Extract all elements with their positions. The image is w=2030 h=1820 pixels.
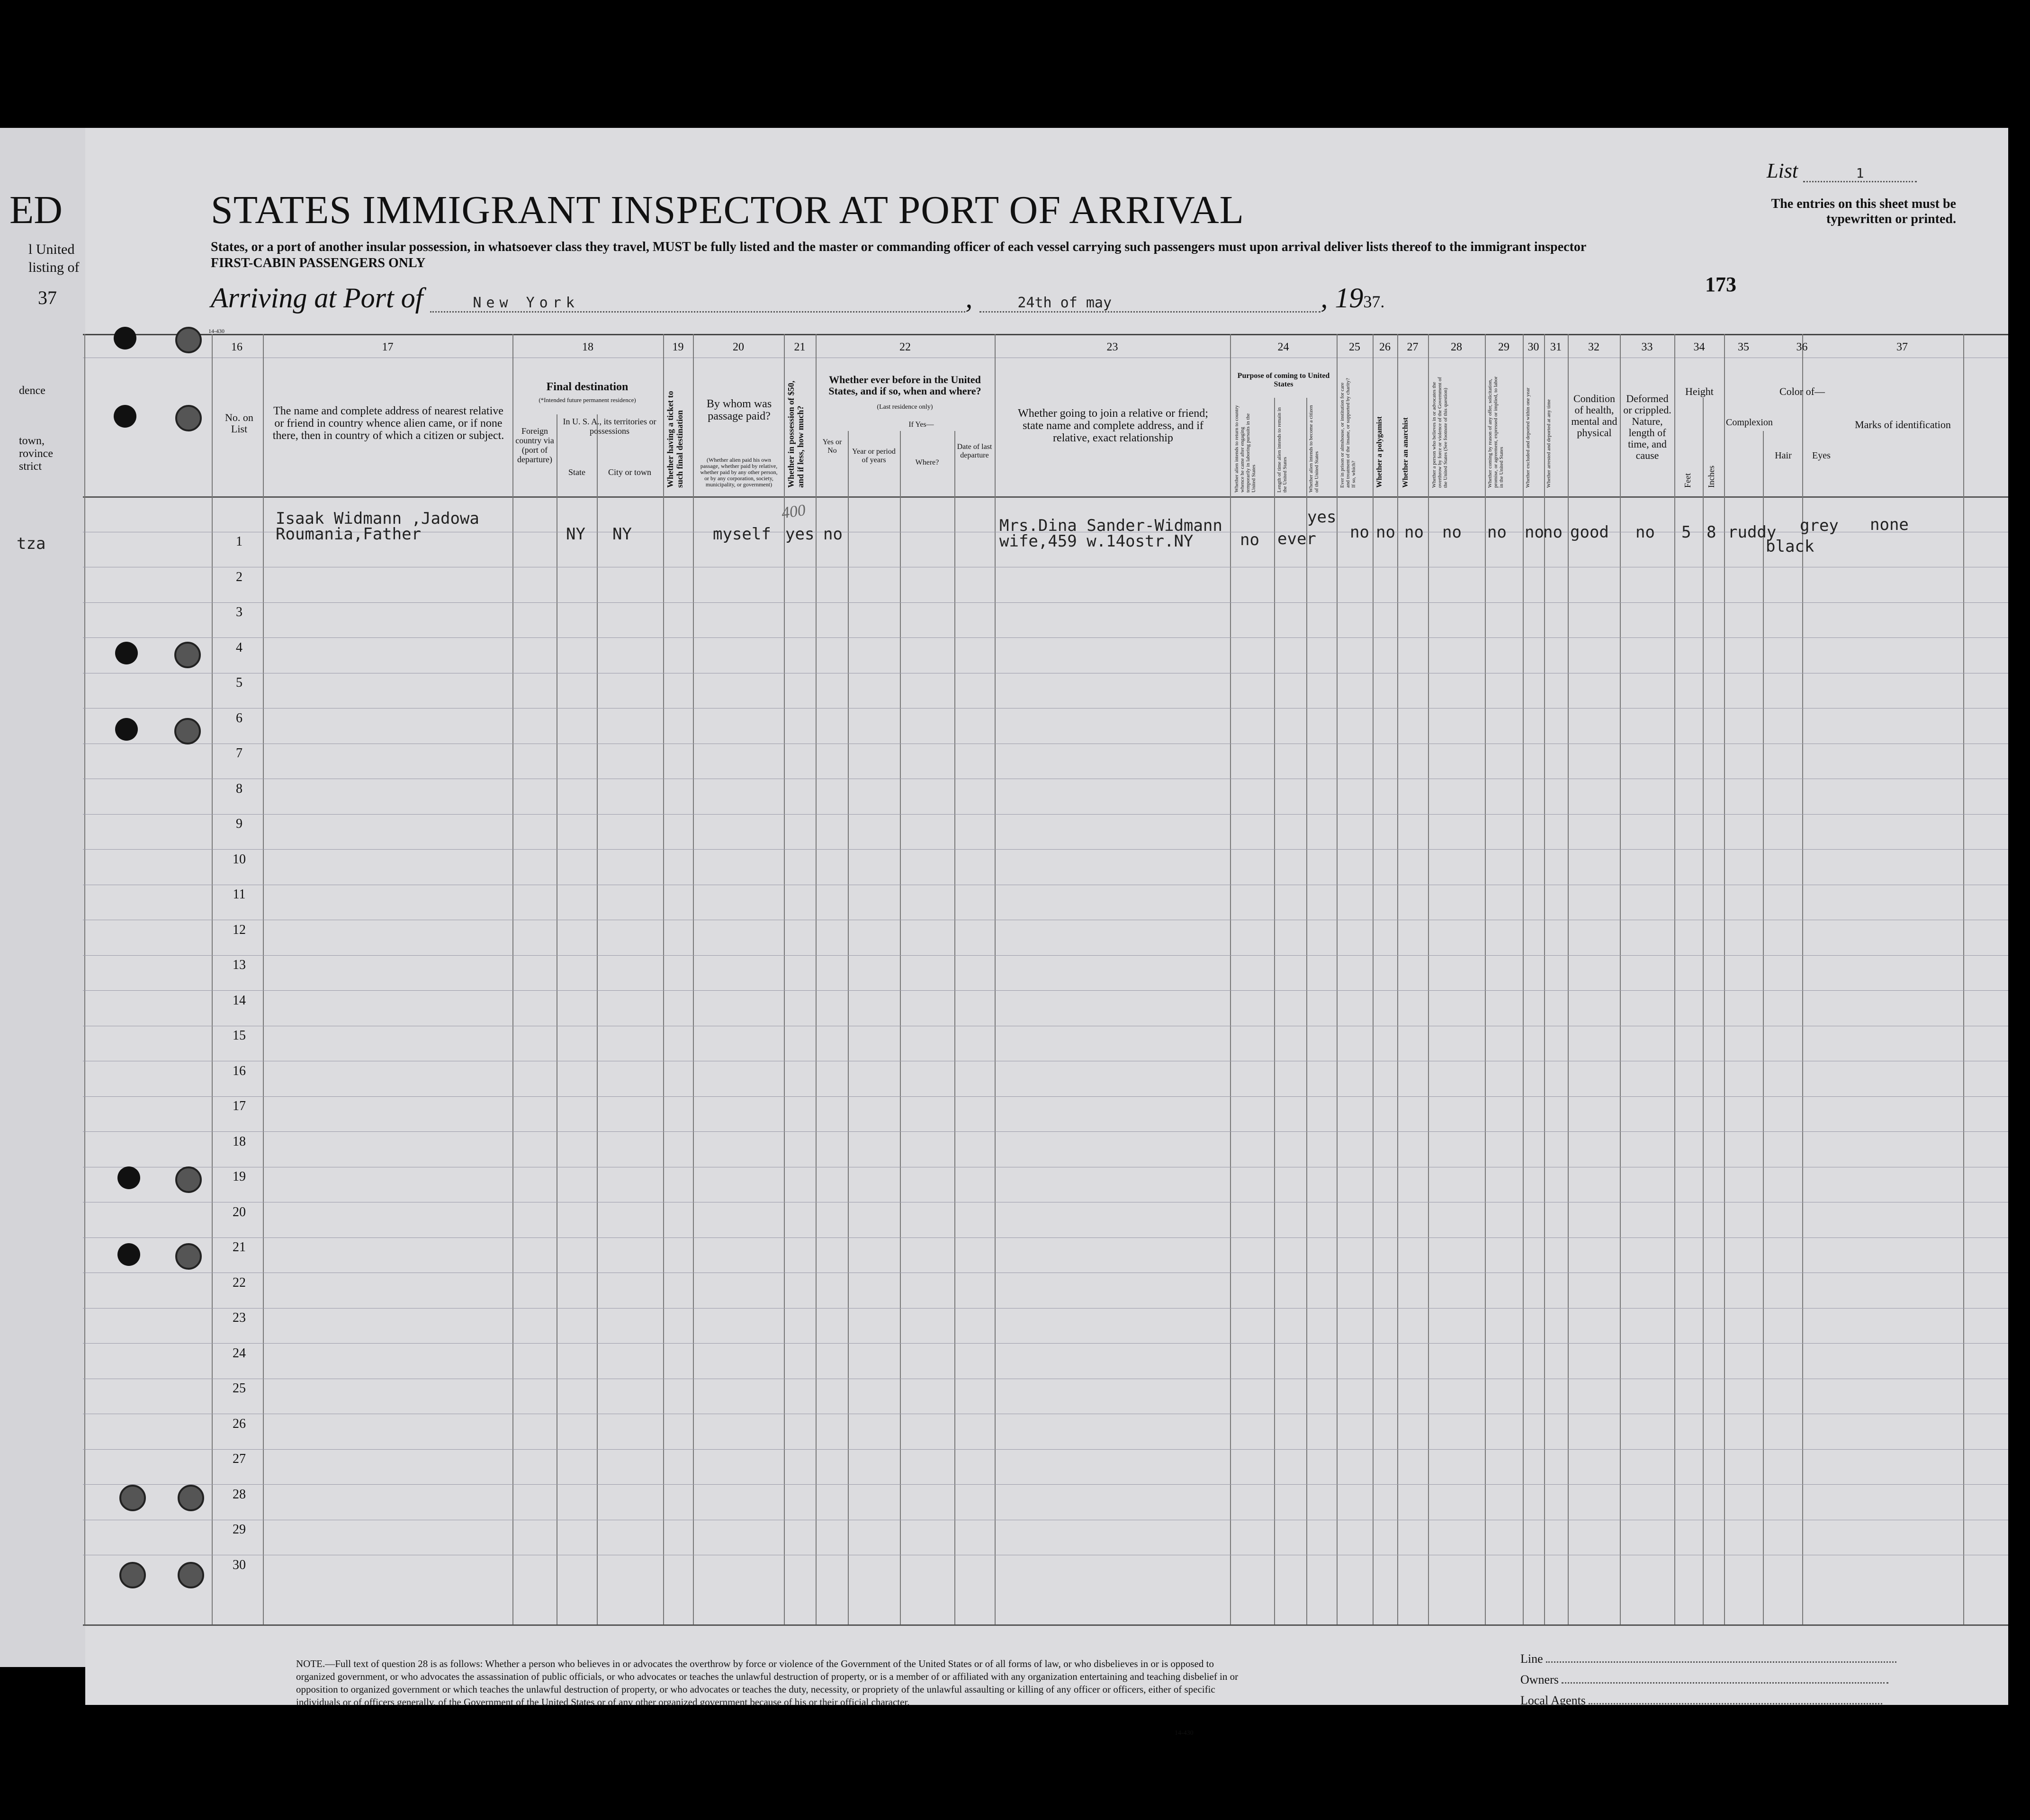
arriving-label: Arriving at Port of xyxy=(211,282,423,314)
header-passage-sub: (Whether alien paid his own passage, whether paid by relative, whether paid by any other person, or by any corporation, society, municipality, or government) xyxy=(700,457,778,488)
entry-polygamist: no xyxy=(1376,523,1395,542)
line-blank xyxy=(1546,1661,1896,1663)
row-rule xyxy=(83,849,2008,850)
header-passage: By whom was passage paid? xyxy=(706,398,772,422)
left-edge-town: town, xyxy=(19,435,45,447)
colnum-23: 23 xyxy=(1106,341,1118,353)
header-yes-no: Yes or No xyxy=(822,438,842,455)
line-label xyxy=(1520,1652,1896,1666)
colnum-29: 29 xyxy=(1498,341,1509,353)
owners-label xyxy=(1520,1673,1888,1687)
row-number: 24 xyxy=(233,1345,246,1361)
row-number: 16 xyxy=(233,1063,246,1078)
entry-hair: black xyxy=(1766,537,1814,556)
header-anarchist: Whether an anarchist xyxy=(1401,417,1410,488)
colnum-22: 22 xyxy=(899,341,911,353)
colnum-37: 37 xyxy=(1896,341,1908,353)
row-rule xyxy=(83,602,2008,603)
colnum-34: 34 xyxy=(1693,341,1705,353)
colnum-25: 25 xyxy=(1349,341,1360,353)
left-edge-num: 37 xyxy=(38,287,57,308)
entry-joining-line2: wife,459 w.14ostr.NY xyxy=(999,532,1194,551)
col-rule xyxy=(1230,334,1231,1624)
binder-hole xyxy=(115,718,138,741)
colnum-33: 33 xyxy=(1641,341,1653,353)
col-rule xyxy=(1703,398,1704,1624)
row-number: 3 xyxy=(236,605,243,619)
form-code-top: 14-430 xyxy=(208,328,225,334)
row-rule xyxy=(83,1096,2008,1097)
header-state: State xyxy=(568,467,585,477)
table-top-rule xyxy=(83,334,2008,335)
header-before-sub: (Last residence only) xyxy=(877,403,933,411)
left-edge-ed: ED xyxy=(9,188,63,232)
colnum-28: 28 xyxy=(1451,341,1462,353)
agents-label xyxy=(1520,1694,1882,1708)
header-eyes: Eyes xyxy=(1812,450,1831,461)
list-number: 1 xyxy=(1803,165,1917,182)
entry-joining-line1: Mrs.Dina Sander-Widmann xyxy=(999,516,1222,535)
header-prison: Ever in prison or almshouse, or institution for care and treatment of the insane, or supported by charity? If so, which? xyxy=(1339,378,1356,488)
row-number: 18 xyxy=(233,1134,246,1149)
row-rule xyxy=(83,814,2008,815)
col-rule xyxy=(1428,334,1429,1624)
col-rule xyxy=(1306,398,1307,1624)
row-number: 7 xyxy=(236,746,243,761)
entry-purpose-length: ever xyxy=(1277,529,1316,548)
agents-label-text: Local Agents xyxy=(1520,1694,1586,1707)
row-rule xyxy=(83,990,2008,991)
entry-anarchist: no xyxy=(1404,523,1424,542)
entry-money-note: 400 xyxy=(780,501,807,522)
col-rule xyxy=(1373,334,1374,1624)
col-rule xyxy=(1620,334,1621,1624)
left-edge-line1: l United xyxy=(28,242,75,257)
entry-prison: no xyxy=(1350,523,1369,542)
header-purpose: Purpose of coming to United States xyxy=(1237,372,1330,388)
col-rule xyxy=(84,334,85,1624)
binder-hole xyxy=(119,1562,146,1588)
header-bottom-rule xyxy=(83,496,2008,498)
col-rule xyxy=(1724,334,1725,1624)
header-purpose-c: Whether alien intends to become a citizen of the United States xyxy=(1308,405,1320,493)
port-field: New York xyxy=(430,295,965,313)
col-rule xyxy=(900,431,901,1624)
colnum-36: 36 xyxy=(1796,341,1808,353)
year-prefix: 19 xyxy=(1335,282,1364,314)
col-rule xyxy=(816,334,817,1624)
col-rule xyxy=(1963,334,1964,1624)
row-rule xyxy=(83,1484,2008,1485)
row-number: 23 xyxy=(233,1310,246,1325)
col-rule xyxy=(1523,334,1524,1624)
header-q29: Whether coming by reason of any offer, solicitation, promise, or agreement, expressed or implied, to labor in the United States xyxy=(1487,376,1504,488)
header-years: Year or period of years xyxy=(852,448,896,464)
binder-hole xyxy=(117,1166,140,1189)
col-rule xyxy=(1763,431,1764,1624)
col-rule xyxy=(1397,334,1398,1624)
col-rule xyxy=(263,334,264,1624)
row-number: 29 xyxy=(233,1522,246,1537)
header-height: Height xyxy=(1685,386,1714,397)
left-edge-line2: listing of xyxy=(28,260,80,275)
binder-hole xyxy=(178,1562,204,1588)
header-no-on-list: No. on List xyxy=(225,412,253,435)
binder-hole xyxy=(178,1485,204,1511)
header-final-dest-sub: (*Intended future permanent residence) xyxy=(539,396,636,403)
left-edge-district: strict xyxy=(19,460,42,473)
row-number: 22 xyxy=(233,1275,246,1290)
header-if-yes: If Yes— xyxy=(908,421,934,429)
entry-paid-by: myself xyxy=(713,525,771,544)
row-rule xyxy=(83,637,2008,638)
col-rule xyxy=(212,334,213,1624)
header-last-departure: Date of last departure xyxy=(957,443,992,459)
row-number: 20 xyxy=(233,1204,246,1219)
header-color: Color of— xyxy=(1779,386,1825,397)
row-number: 6 xyxy=(236,710,243,726)
header-foreign: Foreign country via (port of departure) xyxy=(515,426,554,464)
row-number: 21 xyxy=(233,1240,246,1255)
row-number: 28 xyxy=(233,1487,246,1502)
header-marks: Marks of identification xyxy=(1855,419,1951,430)
col-rule xyxy=(693,334,694,1624)
col-rule xyxy=(597,414,598,1624)
binder-hole xyxy=(174,642,201,668)
col-rule xyxy=(512,334,513,1624)
header-q31: Whether arrested and deported at any time xyxy=(1546,399,1552,488)
col-rule xyxy=(848,431,849,1624)
row-number: 13 xyxy=(233,958,246,972)
owners-blank xyxy=(1562,1682,1888,1684)
colnum-30: 30 xyxy=(1527,341,1539,353)
entry-health: good xyxy=(1570,523,1609,542)
header-health: Condition of health, mental and physical xyxy=(1571,393,1617,439)
row-rule xyxy=(83,1237,2008,1238)
header-polygamist: Whether a polygamist xyxy=(1375,416,1383,488)
header-money: Whether in possession of $50, and if less, how much? xyxy=(786,380,805,488)
col-rule xyxy=(1674,334,1675,1624)
row-number: 26 xyxy=(233,1416,246,1431)
row-number: 19 xyxy=(233,1169,246,1184)
binder-hole xyxy=(117,1243,140,1266)
entry-has-50: yes xyxy=(785,525,815,544)
row-number: 25 xyxy=(233,1381,246,1396)
row-number: 10 xyxy=(233,852,246,867)
binder-hole xyxy=(175,1166,202,1193)
header-feet: Feet xyxy=(1683,473,1692,488)
header-purpose-b: Length of time alien intends to remain in the United States xyxy=(1276,407,1288,493)
left-edge-province: rovince xyxy=(19,448,53,460)
binder-hole xyxy=(174,718,201,744)
row-number: 14 xyxy=(233,993,246,1008)
date-field: 24th of may xyxy=(979,295,1320,313)
col-rule xyxy=(784,334,785,1624)
col-rule xyxy=(1274,398,1275,1624)
entry-state: NY xyxy=(566,525,585,544)
binder-hole xyxy=(114,327,136,350)
entry-purpose-return: no xyxy=(1240,530,1259,549)
col-rule xyxy=(663,334,664,1624)
colnum-35: 35 xyxy=(1738,341,1749,353)
row-number: 5 xyxy=(236,675,243,690)
binder-hole xyxy=(115,642,138,664)
header-q30: Whether excluded and deported within one year xyxy=(1525,387,1531,488)
entry-q31: no xyxy=(1543,523,1563,542)
row-rule xyxy=(83,955,2008,956)
col-rule xyxy=(1485,334,1486,1624)
arriving-line: Arriving at Port of New York , 24th of may , 1937. xyxy=(211,282,1385,314)
list-label xyxy=(1767,159,1917,183)
left-edge-entry: tza xyxy=(17,534,46,553)
entry-deformed: no xyxy=(1635,523,1655,542)
left-edge-residence: dence xyxy=(19,385,45,397)
entry-eyes: grey xyxy=(1800,516,1839,535)
row-number: 9 xyxy=(236,816,243,831)
owners-label-text: Owners xyxy=(1520,1673,1559,1686)
agents-blank xyxy=(1589,1703,1882,1704)
line-label-text: Line xyxy=(1520,1652,1543,1666)
page-stamp: 173 xyxy=(1705,273,1736,296)
row-number: 2 xyxy=(236,569,243,584)
page-title: STATES IMMIGRANT INSPECTOR AT PORT OF ARRIVAL xyxy=(211,188,1244,232)
header-usa: In U. S. A., its territories or possessions xyxy=(563,417,656,436)
entry-city: NY xyxy=(612,525,632,544)
colnum-18: 18 xyxy=(582,341,593,353)
entry-marks: none xyxy=(1870,515,1909,534)
header-instructions xyxy=(211,239,1679,271)
header-where: Where? xyxy=(915,458,939,466)
colnum-32: 32 xyxy=(1588,341,1599,353)
header-joining: Whether going to join a relative or friend; state name and complete address, and if relative, exact relationship xyxy=(1018,407,1208,444)
year-suffix: 37. xyxy=(1363,292,1385,311)
header-deformed: Deformed or crippled. Nature, length of time, and cause xyxy=(1623,393,1671,461)
colnum-24: 24 xyxy=(1277,341,1289,353)
row-number: 17 xyxy=(233,1099,246,1113)
row-number: 12 xyxy=(233,922,246,937)
entry-before-in-us: no xyxy=(823,525,843,544)
entry-relative-line2: Roumania,Father xyxy=(276,525,422,544)
header-final-destination: Final destination xyxy=(546,381,629,393)
row-number: 27 xyxy=(233,1452,246,1466)
colnum-20: 20 xyxy=(733,341,744,353)
colnum-16: 16 xyxy=(231,341,243,353)
entry-purpose-citizen: yes xyxy=(1307,508,1337,527)
header-ticket: Whether having a ticket to such final destination xyxy=(665,391,684,488)
entry-relative-line1: Isaak Widmann ,Jadowa xyxy=(276,509,479,528)
form-code-bottom: 14-430 xyxy=(1175,1730,1194,1737)
row-number: 1 xyxy=(236,534,243,549)
row-rule xyxy=(83,1131,2008,1132)
entry-inches: 8 xyxy=(1707,523,1716,542)
row-rule xyxy=(83,1449,2008,1450)
row-number: 15 xyxy=(233,1028,246,1043)
header-city: City or town xyxy=(608,467,651,477)
list-label-text: List xyxy=(1767,159,1798,182)
header-before-in-us: Whether ever before in the United States, and if so, when and where? xyxy=(828,374,981,397)
binder-hole xyxy=(175,405,202,431)
binder-hole xyxy=(175,1243,202,1270)
entry-q28: no xyxy=(1442,523,1462,542)
manifest-sheet xyxy=(85,128,2008,1705)
col-rule xyxy=(1337,334,1338,1624)
entry-complexion: ruddy xyxy=(1728,523,1777,542)
row-rule xyxy=(83,1308,2008,1309)
first-cabin-label: FIRST-CABIN PASSENGERS ONLY xyxy=(211,256,426,270)
header-relative: The name and complete address of nearest relative or friend in country whence alien came, or if none there, then in country of which a citizen or subject. xyxy=(272,405,504,442)
colnum-26: 26 xyxy=(1379,341,1391,353)
question-28-note: NOTE.—Full text of question 28 is as follows: Whether a person who believes in or advocates the overthrow by force or violence of the Government of the United States or of all forms of law, or who disbelieves in or is opposed to organized government, or who advocates the assassination of public officials, or who advocates or teaches the unlawful destruction of property, or is a member of or affiliated with any organization entertaining and teaching disbelief in or opposition to organized government or which teaches the unlawful destruction of property, or who advocates or teaches the duty, necessity, or propriety of the unlawful assaulting or killing of any officer or officers, either of specific individuals or of officers generally, of the Government of the United States or of any other organized government because of his or their official character. xyxy=(296,1658,1239,1708)
row-number: 11 xyxy=(233,887,246,902)
colnum-21: 21 xyxy=(794,341,806,353)
col-rule xyxy=(954,431,955,1624)
header-purpose-a: Whether alien intends to return to country whence he came after engaging temporarily in laboring pursuits in the United States xyxy=(1234,405,1257,493)
header-q28: Whether a person who believes in or advocates the overthrow by force or violence of the Government of the United States (See footnote of this question) xyxy=(1431,377,1448,488)
colnum-17: 17 xyxy=(382,341,394,353)
row-rule xyxy=(83,1343,2008,1344)
entry-feet: 5 xyxy=(1681,523,1691,542)
colnum-27: 27 xyxy=(1407,341,1419,353)
header-complexion: Complexion xyxy=(1726,417,1773,428)
colnum-19: 19 xyxy=(672,341,684,353)
binder-hole xyxy=(119,1485,146,1511)
col-rule xyxy=(1568,334,1569,1624)
colnum-31: 31 xyxy=(1550,341,1562,353)
row-number: 30 xyxy=(233,1557,246,1572)
entries-note: The entries on this sheet must be typewritten or printed. xyxy=(1771,197,1956,226)
header-inches: Inches xyxy=(1707,466,1716,488)
row-number: 4 xyxy=(236,640,243,655)
binder-hole xyxy=(175,327,202,353)
entry-q29: no xyxy=(1487,523,1507,542)
table-bottom-rule xyxy=(83,1624,2008,1626)
binder-hole xyxy=(114,405,136,428)
header-hair: Hair xyxy=(1775,450,1792,461)
entry-q30: no xyxy=(1525,523,1544,542)
row-number: 8 xyxy=(236,781,243,796)
col-rule xyxy=(995,334,996,1624)
instructions-line: States, or a port of another insular possession, in whatsoever class they travel, MUST be fully listed and the master or commanding officer of each vessel carrying such passengers must upon arrival deliver lists thereof to the immigrant inspector xyxy=(211,240,1587,254)
